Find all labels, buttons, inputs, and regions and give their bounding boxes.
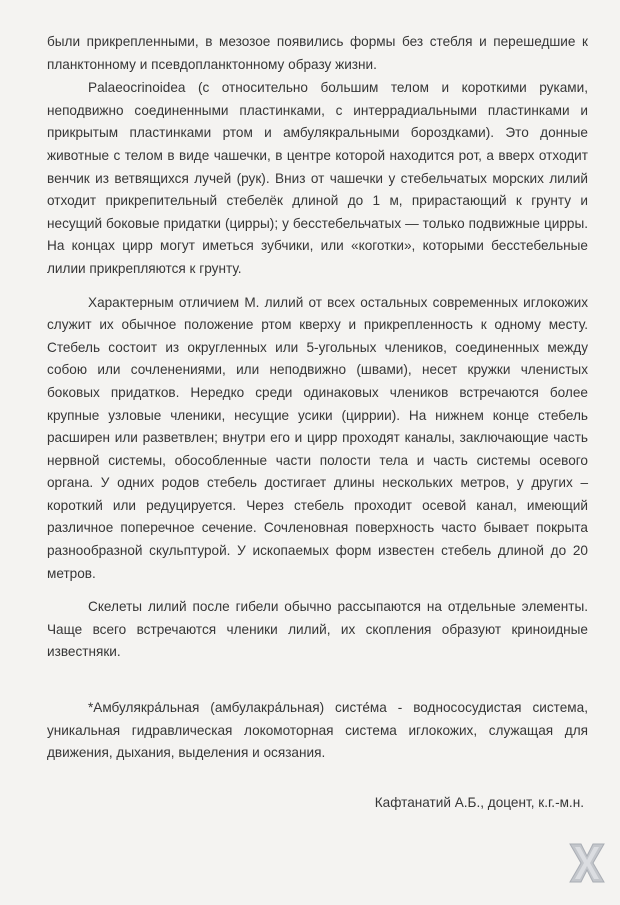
footnote: *Амбулякра́льная (амбулакра́льная) систе́ма - воднососудистая система, уникальная гидравлическая локомоторная система иглокожих, служащая для движения, дыхания, выделения и осязания. (47, 700, 588, 761)
paragraph-3: Характерным отличием М. лилий от всех остальных современных иглокожих служит их обычное положение ртом кверху и прикрепленность к одному месту. Стебель состоит из округленных или 5-угольных члеников, соединенных между собою или сочленениями, или неподвижно (швами), несет кружки членистых боковых придатков. Нередко среди одинаковых члеников встречаются более крупные узловые членики, несущие усики (циррии). На нижнем конце стебель расширен или разветвлен; внутри его и цирр проходят каналы, заключающие часть нервной системы, обособленные части полости тела и часть системы осевого органа. У одних родов стебель достигает длины нескольких метров, у других – короткий или редуцируется. Через стебель проходит осевой канал, имеющий различное поперечное сечение. Сочленовная поверхность часто бывает покрыта разнообразной скульптурой. У ископаемых форм известен стебель длиной до 20 метров. (47, 294, 588, 581)
paragraph-2: Palaeocrinoidea (с относительно большим телом и короткими руками, неподвижно соединенными пластинками, с интеррадиальными пластинками и прикрытым пластинками ртом и амбулякральными бороздками). Это донные животные с телом в виде чашечки, в центре которой находится рот, а вверх отходит венчик из ветвящихся лучей (рук). Вниз от чашечки у стебельчатых морских лилий отходит прикрепительный стебелёк длиной до 1 м, прирастающий к грунту и несущий боковые придатки (цирры); у бесстебельчатых — только подвижные цирры. На концах цирр могут иметься зубчики, или «коготки», которыми бесстебельные лилии прикрепляются к грунту. (47, 80, 588, 276)
author-signature: Кафтанатий А.Б., доцент, к.г.-м.н. (374, 794, 584, 810)
paragraph-1: были прикрепленными, в мезозое появились формы без стебля и перешедшие к планктонному и псевдопланктонному образу жизни. (47, 34, 588, 72)
x-logo-icon (566, 841, 608, 885)
paragraph-4: Скелеты лилий после гибели обычно рассыпаются на отдельные элементы. Чаще всего встречаются членики лилий, их скопления образуют криноидные известняки. (47, 599, 588, 660)
